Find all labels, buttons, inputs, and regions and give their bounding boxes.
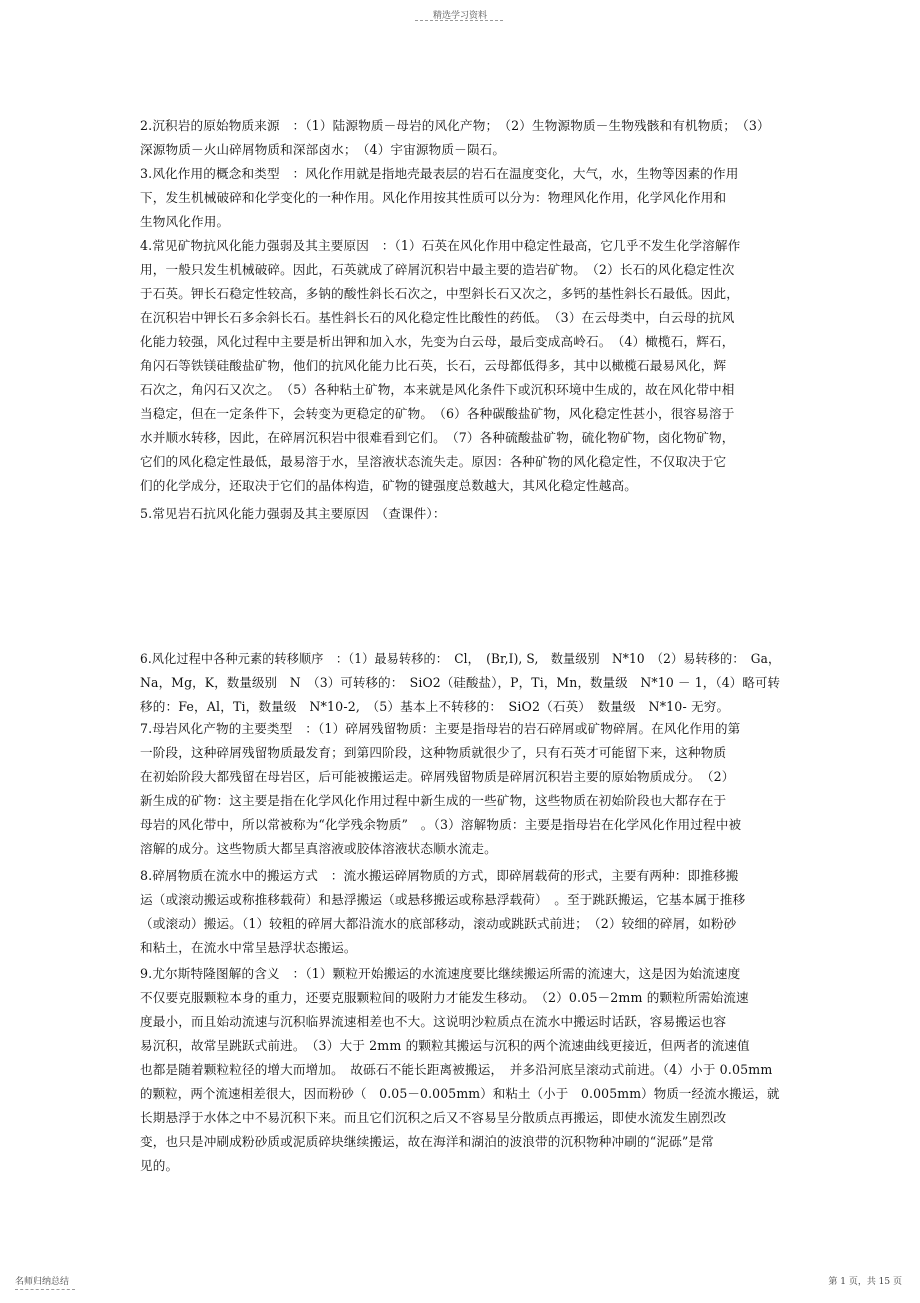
text-line: 于石英。钾长石稳定性较高，多钠的酸性斜长石次之，中型斜长石又次之，多钙的基性斜长石最低。因此， <box>140 286 739 301</box>
text-line: 8.碎屑物质在流水中的搬运方式 ：流水搬运碎屑物质的方式，即碎屑载荷的形式，主要有两种：即推移搬 <box>140 868 739 883</box>
text-line: 度最小，而且始动流速与沉积临界流速相差也不大。这说明沙粒质点在流水中搬运时话跃，容易搬运也容 <box>140 1014 727 1029</box>
text-line: 不仅要克服颗粒本身的重力，还要克服颗粒间的吸附力才能发生移动。 （2）0.05－2mm 的颗粒所需始流速 <box>140 990 749 1005</box>
text-line: 移的：Fe，Al，Ti，数量级 N*10-2, （5）基本上不转移的： SiO2（石英） 数量级 N*10- 无穷。 <box>140 699 730 714</box>
text-line: 3.风化作用的概念和类型 ：风化作用就是指地壳最表层的岩石在温度变化，大气，水，生物等因素的作用 <box>140 166 739 181</box>
footer-left-label: 名师归纳总结 <box>15 1277 70 1287</box>
text-line: 水并顺水转移，因此，在碎屑沉积岩中很难看到它们。 （7）各种硫酸盐矿物，硫化物矿物，卤化物矿物， <box>140 430 735 445</box>
text-line: 2.沉积岩的原始物质来源 ：（1）陆源物质－母岩的风化产物； （2）生物源物质－生物残骸和有机物质； （3） <box>140 118 770 133</box>
header-dash-rule <box>415 20 503 21</box>
text-line: 生物风化作用。 <box>140 214 230 229</box>
text-line: Na，Mg，K，数量级别 N （3）可转移的： SiO2（硅酸盐），P，Ti，Mn，数量级 N*10 － 1，（4）略可转 <box>140 675 781 690</box>
text-line: 也都是随着颗粒粒径的增大而增加。 故砾石不能长距离被搬运， 并多沿河底呈滚动式前进。（4）小于 0.05mm <box>140 1062 773 1077</box>
page-header: 精选学习资料 <box>432 11 487 21</box>
text-line: 4.常见矿物抗风化能力强弱及其主要原因 ：（1）石英在风化作用中稳定性最高，它几乎不发生化学溶解作 <box>140 238 741 253</box>
text-line: 深源物质－火山碎屑物质和深部卤水； （4）宇宙源物质－陨石。 <box>140 142 506 157</box>
text-line: 易沉积，故常呈跳跃式前进。 （3）大于 2mm 的颗粒其搬运与沉积的两个流速曲线更接近，但两者的流速值 <box>140 1038 750 1053</box>
footer-dash-rule <box>15 1289 75 1290</box>
text-line: 变，也只是冲刷成粉砂质或泥质碎块继续搬运，故在海洋和湖泊的波浪带的沉积物种冲刷的“泥砾”是常 <box>140 1134 714 1149</box>
text-line: 石次之，角闪石又次之。 （5）各种粘土矿物，本来就是风化条件下或沉积环境中生成的，故在风化带中相 <box>140 382 735 397</box>
text-line: 角闪石等铁镁硅酸盐矿物，他们的抗风化能力比石英，长石，云母都低得多，其中以橄榄石最易风化，辉 <box>140 358 727 373</box>
text-line: 溶解的成分。这些物质大都呈真溶液或胶体溶液状态顺水流走。 <box>140 841 497 856</box>
text-line: 化能力较强，风化过程中主要是析出钾和加入水，先变为白云母，最后变成高岭石。 （4）橄榄石，辉石， <box>140 334 735 349</box>
text-line: 6.风化过程中各种元素的转移顺序 ：（1）最易转移的： Cl， (Br,I), S, 数量级别 N*10 （2）易转移的： Ga， <box>140 651 781 666</box>
text-line: 运（或滚动搬运或称推移载荷）和悬浮搬运（或悬移搬运或称悬浮载荷） 。至于跳跃搬运，它基本属于推移 <box>140 892 746 907</box>
text-line: 一阶段，这种碎屑残留物质最发育；到第四阶段，这种物质就很少了，只有石英才可能留下来，这种物质 <box>140 745 727 760</box>
text-line: 在初始阶段大都残留在母岩区，后可能被搬运走。碎屑残留物质是碎屑沉积岩主要的原始物质成分。 （2） <box>140 769 735 784</box>
text-line: 长期悬浮于水体之中不易沉积下来。而且它们沉积之后又不容易呈分散质点再搬运，即使水流发生剧烈改 <box>140 1110 727 1125</box>
text-line: 见的。 <box>140 1158 179 1173</box>
text-line: 7.母岩风化产物的主要类型 ：（1）碎屑残留物质：主要是指母岩的岩石碎屑或矿物碎屑。在风化作用的第 <box>140 721 741 736</box>
text-line: 它们的风化稳定性最低，最易溶于水，呈溶液状态流失走。原因：各种矿物的风化稳定性，不仅取决于它 <box>140 454 727 469</box>
text-line: 母岩的风化带中，所以常被称为“化学残余物质” 。（3）溶解物质：主要是指母岩在化学风化作用过程中被 <box>140 817 742 832</box>
text-line: 5.常见岩石抗风化能力强弱及其主要原因 （查课件）： <box>140 506 446 521</box>
text-line: 新生成的矿物：这主要是指在化学风化作用过程中新生成的一些矿物，这些物质在初始阶段也大都存在于 <box>140 793 727 808</box>
text-line: 下，发生机械破碎和化学变化的一种作用。风化作用按其性质可以分为：物理风化作用，化学风化作用和 <box>140 190 727 205</box>
text-line: 们的化学成分，还取决于它们的晶体构造，矿物的键强度总数越大，其风化稳定性越高。 <box>140 478 638 493</box>
text-line: 和粘土，在流水中常呈悬浮状态搬运。 <box>140 940 357 955</box>
text-line: 当稳定，但在一定条件下，会转变为更稳定的矿物。 （6）各种碳酸盐矿物，风化稳定性甚小，很容易溶于 <box>140 406 735 421</box>
text-line: 的颗粒，两个流速相差很大，因而粉砂（ 0.05－0.005mm）和粘土（小于 0.005mm）物质一经流水搬运，就 <box>140 1086 780 1101</box>
page-number: 第 1 页，共 15 页 <box>828 1277 902 1287</box>
text-line: 在沉积岩中钾长石多余斜长石。基性斜长石的风化稳定性比酸性的药低。 （3）在云母类中，白云母的抗风 <box>140 310 735 325</box>
text-line: 9.尤尔斯特隆图解的含义 ：（1）颗粒开始搬运的水流速度要比继续搬运所需的流速大，这是因为始流速度 <box>140 966 741 981</box>
text-line: 用，一般只发生机械破碎。因此，石英就成了碎屑沉积岩中最主要的造岩矿物。 （2）长石的风化稳定性次 <box>140 262 735 277</box>
text-line: （或滚动）搬运。（1）较粗的碎屑大都沿流水的底部移动，滚动或跳跃式前进； （2）较细的碎屑，如粉砂 <box>140 916 737 931</box>
